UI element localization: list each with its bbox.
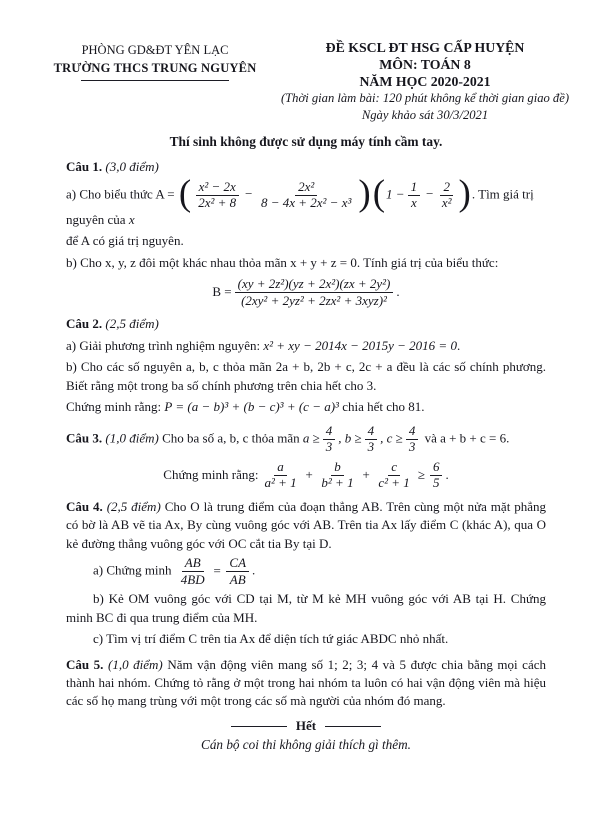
q1a-x-variable: x <box>128 211 135 227</box>
q3-term-2 <box>318 460 356 491</box>
q2-proof-expression: P = (a − b)³ + (b − c)³ + (c − a)³ <box>164 399 339 415</box>
question-4c: c) Tìm vị trí điểm C trên tia Ax để diện tích tứ giác ABDC nhỏ nhất. <box>93 631 449 647</box>
q5-text: Năm vận động viên mang số 1; 2; 3; 4 và 5 được chia bằng mọi cách thành hai nhóm. Chứng tỏ rằng ở một trong hai nhóm ta luôn có hai vận động viên mà hiệu các số họ mang trùng với một trong các số mà người của nhóm đó mang. <box>66 656 546 709</box>
fraction-numerator: x² − 2x <box>196 180 239 196</box>
question-2-proof <box>66 398 546 416</box>
question-2-points: (2,5 điểm) <box>102 316 159 332</box>
close-paren: ) <box>458 173 471 215</box>
fraction-numerator: c <box>388 460 400 476</box>
fraction-numerator: CA <box>226 556 249 572</box>
q4a-text: a) Chứng minh <box>93 562 175 578</box>
issuing-office-block <box>40 40 270 123</box>
fraction-numerator: 6 <box>430 460 443 476</box>
question-1b-formula <box>66 277 546 308</box>
exam-title-block <box>270 40 580 123</box>
question-5-label: Câu 5. <box>66 656 104 672</box>
exam-school-year: NĂM HỌC 2020-2021 <box>359 73 491 89</box>
q4-intro: Cho O là trung điểm của đoạn thẳng AB. Trên cùng một nửa mặt phẳng có bờ là AB vẽ tia Ax, By cùng vuông góc với AB. Trên tia Ax lấy điểm C (khác A), qua O kẻ đường thẳng vuông góc với OC cắt tia By tại D. <box>66 498 546 551</box>
question-3 <box>66 424 546 455</box>
equals-operator: = <box>212 562 222 578</box>
fraction-denominator: 5 <box>432 475 440 491</box>
fraction-numerator: 4 <box>406 424 419 440</box>
header <box>40 40 580 123</box>
period: . <box>252 562 256 578</box>
divider-line-left <box>231 726 287 727</box>
fraction-denominator: 3 <box>408 439 416 455</box>
q3-c-condition: , c ≥ <box>380 430 403 446</box>
question-1a <box>66 173 546 230</box>
school-name: TRƯỜNG THCS TRUNG NGUYÊN <box>53 60 257 75</box>
fraction-denominator: 8 − 4x + 2x² − x³ <box>260 195 352 211</box>
question-3-points: (1,0 điểm) <box>102 430 159 446</box>
fraction-numerator: 4 <box>365 424 378 440</box>
fraction-denominator: 3 <box>325 439 333 455</box>
fraction-numerator: 2 <box>440 180 453 196</box>
question-4-label: Câu 4. <box>66 498 103 514</box>
open-paren: ( <box>178 173 192 215</box>
q1a-fraction-3 <box>408 180 421 211</box>
question-4a <box>66 556 546 587</box>
fraction-denominator: 4BD <box>180 571 205 587</box>
question-1a-line2: để A có giá trị nguyên. <box>66 233 184 249</box>
q1a-suffix: . Tìm giá trị nguyên của <box>66 186 534 227</box>
plus-operator: + <box>304 466 314 482</box>
question-1-label: Câu 1. <box>66 159 103 175</box>
fraction-denominator: 3 <box>367 439 375 455</box>
q1b-B-equals: B = <box>212 284 232 300</box>
fraction-denominator: c² + 1 <box>378 475 410 491</box>
end-label: Hết <box>295 717 317 733</box>
question-3-label: Câu 3. <box>66 430 103 446</box>
fraction-denominator: b² + 1 <box>321 475 354 491</box>
q4a-fraction-right <box>226 556 249 587</box>
no-calculator-rule: Thí sinh không được sử dụng máy tính cầm tay. <box>169 134 443 150</box>
q3-term-3 <box>375 460 412 491</box>
fraction-numerator: a <box>274 460 287 476</box>
q1a-fraction-1 <box>195 180 239 211</box>
time-limit-note: (Thời gian làm bài: 120 phút không kể thời gian giao đề) <box>280 91 570 106</box>
q3-rhs-fraction <box>430 460 443 491</box>
question-5-points: (1,0 điểm) <box>103 656 163 672</box>
q1b-expression <box>212 277 399 308</box>
school-underline-rule <box>81 80 229 81</box>
question-2b: b) Cho các số nguyên a, b, c thỏa mãn 2a + b, 2b + c, 2c + a đều là các số chính phương. Biết rằng một trong ba số chính phương trên chia hết cho 3. <box>66 359 546 393</box>
question-1-heading <box>66 158 546 176</box>
minus-operator: − <box>425 186 434 202</box>
period: . <box>396 284 400 300</box>
fraction-denominator: 2x² + 8 <box>198 195 237 211</box>
question-2a <box>66 337 546 355</box>
end-divider <box>66 717 546 735</box>
question-5 <box>66 656 546 711</box>
fraction-denominator: x <box>410 195 417 211</box>
q3-term-1 <box>261 460 299 491</box>
q3-proof-prefix: Chứng minh rằng: <box>163 466 259 482</box>
minus-operator: − <box>244 186 253 202</box>
q4a-fraction-left <box>178 556 208 587</box>
question-2-heading <box>66 315 546 333</box>
fraction-numerator: 2x² <box>295 180 317 196</box>
q2a-text: a) Giải phương trình nghiệm nguyên: <box>66 337 264 353</box>
q1a-one-minus: 1 − <box>386 186 405 202</box>
question-1-points: (3,0 điểm) <box>102 159 159 175</box>
plus-operator: + <box>361 466 371 482</box>
q3-inequality <box>163 460 448 491</box>
period: . <box>456 337 461 353</box>
q1b-fraction <box>235 277 394 308</box>
fraction-numerator: AB <box>182 556 204 572</box>
fraction-denominator: (2xy² + 2yz² + 2zx² + 3xyz)² <box>241 292 387 308</box>
q3-outro: và a + b + c = 6. <box>421 430 510 446</box>
open-paren: ( <box>372 173 386 215</box>
q3-a-condition: a ≥ <box>302 430 320 446</box>
fraction-numerator: 1 <box>408 180 421 196</box>
q1a-fraction-4 <box>439 180 455 211</box>
q3-intro: Cho ba số a, b, c thỏa mãn <box>158 430 303 446</box>
proctor-note: Cán bộ coi thi không giải thích gì thêm. <box>201 737 411 753</box>
q1a-fraction-2 <box>258 180 354 211</box>
fraction-numerator: b <box>331 460 344 476</box>
question-3-formula <box>66 460 546 491</box>
ge-operator: ≥ <box>417 466 425 482</box>
q3-b-condition: , b ≥ <box>338 430 362 446</box>
exam-subject: MÔN: TOÁN 8 <box>379 56 471 72</box>
q1a-A-equals: A = <box>155 186 175 202</box>
period: . <box>445 466 449 482</box>
fraction-denominator: a² + 1 <box>264 475 297 491</box>
fraction-denominator: x² <box>441 195 452 211</box>
q2-proof-suffix: chia hết cho 81. <box>338 399 425 415</box>
question-4 <box>66 498 546 553</box>
q3-fraction-43 <box>323 424 336 455</box>
q1a-text: a) Cho biểu thức <box>66 186 156 202</box>
exam-title: ĐỀ KSCL ĐT HSG CẤP HUYỆN <box>325 40 525 55</box>
fraction-denominator: AB <box>229 571 246 587</box>
q3-fraction-43 <box>406 424 419 455</box>
close-paren: ) <box>358 173 371 215</box>
fraction-numerator: 4 <box>323 424 336 440</box>
q2-proof-prefix: Chứng minh rằng: <box>66 399 165 415</box>
question-4-points: (2,5 điểm) <box>102 498 161 514</box>
q2a-equation: x² + xy − 2014x − 2015y − 2016 = 0 <box>263 337 457 353</box>
fraction-numerator: (xy + 2z²)(yz + 2x²)(zx + 2y²) <box>235 277 394 293</box>
question-1b: b) Cho x, y, z đôi một khác nhau thỏa mãn x + y + z = 0. Tính giá trị của biểu thức: <box>66 254 499 270</box>
q3-fraction-43 <box>365 424 378 455</box>
question-2-label: Câu 2. <box>66 316 103 332</box>
survey-date-note: Ngày khảo sát 30/3/2021 <box>361 107 489 122</box>
question-4b: b) Kẻ OM vuông góc với CD tại M, từ M kẻ MH vuông góc với AB tại H. Chứng minh BC đi qua trung điểm của MH. <box>66 591 546 625</box>
divider-line-right <box>325 726 381 727</box>
department-name: PHÒNG GD&ĐT YÊN LẠC <box>81 43 229 57</box>
